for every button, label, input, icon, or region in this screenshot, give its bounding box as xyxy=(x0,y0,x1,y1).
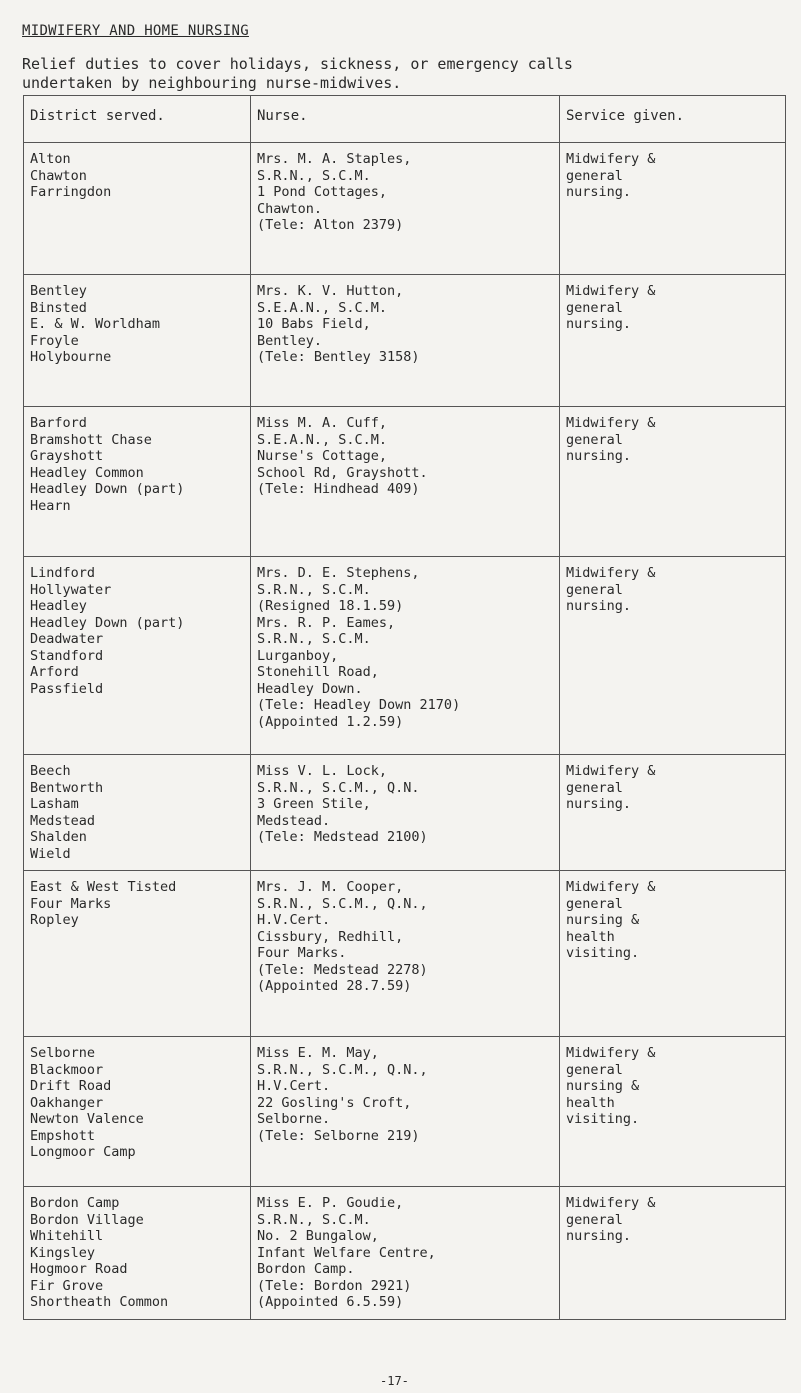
district-line: Fir Grove xyxy=(30,1277,104,1294)
nurse-line: (Tele: Bordon 2921) xyxy=(257,1277,412,1294)
service-line: general xyxy=(566,299,623,316)
district-line: Ropley xyxy=(30,912,79,928)
service-line: nursing & xyxy=(566,1078,640,1094)
nurse-cell xyxy=(251,1187,560,1320)
table-row xyxy=(24,557,786,755)
district-line: Bordon Village xyxy=(30,1211,144,1228)
district-line: Empshott xyxy=(30,1127,96,1144)
district-line: Bramshott Chase xyxy=(30,431,152,448)
service-line: Midwifery & xyxy=(566,565,656,581)
district-line: E. & W. Worldham xyxy=(30,316,161,332)
nurse-line: 22 Gosling's Croft, xyxy=(257,1094,412,1111)
service-line: nursing & xyxy=(566,912,640,928)
service-line: Midwifery & xyxy=(566,763,656,779)
nurse-cell xyxy=(251,557,560,755)
service-line: Midwifery & xyxy=(566,1195,656,1211)
district-line: Wield xyxy=(30,845,71,862)
district-line: Bentley xyxy=(30,283,87,299)
district-line: Alton xyxy=(30,151,71,167)
service-cell xyxy=(560,557,786,755)
district-line: Bentworth xyxy=(30,779,104,796)
service-line: health xyxy=(566,1094,615,1111)
nurse-line: 3 Green Stile, xyxy=(257,796,371,812)
district-cell xyxy=(24,1187,251,1320)
district-line: Hearn xyxy=(30,497,71,514)
table-row xyxy=(24,755,786,871)
nurse-line: S.E.A.N., S.C.M. xyxy=(257,431,388,448)
district-line: Hogmoor Road xyxy=(30,1261,128,1277)
service-cell xyxy=(560,407,786,557)
district-line: Barford xyxy=(30,415,87,431)
district-cell xyxy=(24,407,251,557)
nurse-line: (Tele: Selborne 219) xyxy=(257,1127,420,1144)
service-cell xyxy=(560,1187,786,1320)
nurse-line: Bordon Camp. xyxy=(257,1261,355,1277)
service-line: nursing. xyxy=(566,448,632,464)
service-line: general xyxy=(566,779,623,796)
service-line: visiting. xyxy=(566,945,640,961)
nurse-line: Headley Down. xyxy=(257,680,363,697)
nurse-line: S.R.N., S.C.M. xyxy=(257,631,371,647)
nurse-line: S.R.N., S.C.M., Q.N. xyxy=(257,779,420,796)
nurse-line: Mrs. J. M. Cooper, xyxy=(257,879,404,895)
nurse-line: Chawton. xyxy=(257,200,323,217)
service-line: nursing. xyxy=(566,184,632,200)
service-line: visiting. xyxy=(566,1111,640,1127)
service-line: Midwifery & xyxy=(566,879,656,895)
nurse-cell xyxy=(251,275,560,407)
nurse-line: (Tele: Headley Down 2170) xyxy=(257,697,461,713)
intro-line-1: Relief duties to cover holidays, sickness, or emergency calls xyxy=(22,55,573,73)
district-line: Blackmoor xyxy=(30,1061,104,1078)
district-cell xyxy=(24,143,251,275)
service-line: general xyxy=(566,167,623,184)
district-line: Shalden xyxy=(30,829,87,845)
nurse-line: Four Marks. xyxy=(257,945,347,961)
service-cell xyxy=(560,275,786,407)
service-cell xyxy=(560,143,786,275)
service-line: general xyxy=(566,431,623,448)
district-line: Arford xyxy=(30,664,79,680)
service-line: general xyxy=(566,1211,623,1228)
service-line: Midwifery & xyxy=(566,415,656,431)
service-line: nursing. xyxy=(566,316,632,332)
district-line: Holybourne xyxy=(30,349,112,365)
district-cell xyxy=(24,755,251,871)
nurse-line: H.V.Cert. xyxy=(257,1078,331,1094)
nurse-line: Mrs. M. A. Staples, xyxy=(257,151,412,167)
nurse-line: Stonehill Road, xyxy=(257,664,379,680)
intro-line-2: undertaken by neighbouring nurse-midwives. xyxy=(22,74,402,92)
nurse-line: Miss M. A. Cuff, xyxy=(257,415,388,431)
district-line: Medstead xyxy=(30,812,96,829)
district-line: Binsted xyxy=(30,299,87,316)
service-cell xyxy=(560,1037,786,1187)
nurse-line: (Tele: Alton 2379) xyxy=(257,217,404,233)
nurse-line: S.R.N., S.C.M., Q.N., xyxy=(257,895,428,912)
district-line: Headley Down (part) xyxy=(30,481,185,497)
nurse-cell xyxy=(251,871,560,1037)
table-row xyxy=(24,1037,786,1187)
table-row xyxy=(24,1187,786,1320)
district-line: Chawton xyxy=(30,167,87,184)
nurse-line: (Resigned 18.1.59) xyxy=(257,598,404,614)
table-row xyxy=(24,871,786,1037)
district-line: Newton Valence xyxy=(30,1111,144,1127)
service-line: Midwifery & xyxy=(566,283,656,299)
nurse-line: (Tele: Medstead 2278) xyxy=(257,961,428,978)
nurse-line: (Tele: Bentley 3158) xyxy=(257,349,420,365)
nurse-line: Lurganboy, xyxy=(257,647,339,664)
nurse-line: (Tele: Medstead 2100) xyxy=(257,829,428,845)
nurse-line: S.E.A.N., S.C.M. xyxy=(257,299,388,316)
district-line: Drift Road xyxy=(30,1078,112,1094)
intro-paragraph xyxy=(22,55,792,93)
page-number: -17- xyxy=(380,1374,409,1388)
district-line: Four Marks xyxy=(30,895,112,912)
nurse-line: Miss V. L. Lock, xyxy=(257,763,388,779)
district-line: Froyle xyxy=(30,332,79,349)
nurse-line: Miss E. P. Goudie, xyxy=(257,1195,404,1211)
relief-duties-table xyxy=(23,95,786,1320)
service-line: Midwifery & xyxy=(566,151,656,167)
nurse-line: (Tele: Hindhead 409) xyxy=(257,481,420,497)
district-line: Headley Down (part) xyxy=(30,614,185,631)
district-line: Lindford xyxy=(30,565,96,581)
header-nurse: Nurse. xyxy=(251,96,560,143)
header-district: District served. xyxy=(24,96,251,143)
service-line: health xyxy=(566,928,615,945)
nurse-line: S.R.N., S.C.M. xyxy=(257,581,371,598)
nurse-line: (Appointed 1.2.59) xyxy=(257,713,404,730)
nurse-cell xyxy=(251,755,560,871)
nurse-line: No. 2 Bungalow, xyxy=(257,1228,379,1244)
district-line: Grayshott xyxy=(30,448,104,464)
service-line: general xyxy=(566,1061,623,1078)
nurse-line: S.R.N., S.C.M., Q.N., xyxy=(257,1061,428,1078)
nurse-line: Nurse's Cottage, xyxy=(257,448,388,464)
district-line: Kingsley xyxy=(30,1244,96,1261)
district-line: Bordon Camp xyxy=(30,1195,120,1211)
district-cell xyxy=(24,557,251,755)
nurse-line: Mrs. K. V. Hutton, xyxy=(257,283,404,299)
district-line: Hollywater xyxy=(30,581,112,598)
district-line: Longmoor Camp xyxy=(30,1144,136,1160)
service-line: nursing. xyxy=(566,598,632,614)
nurse-cell xyxy=(251,407,560,557)
district-line: Headley xyxy=(30,598,87,614)
district-line: Passfield xyxy=(30,680,104,697)
service-line: Midwifery & xyxy=(566,1045,656,1061)
service-line: general xyxy=(566,895,623,912)
district-cell xyxy=(24,1037,251,1187)
district-line: Selborne xyxy=(30,1045,96,1061)
nurse-line: School Rd, Grayshott. xyxy=(257,464,428,481)
nurse-line: 1 Pond Cottages, xyxy=(257,184,388,200)
nurse-line: Miss E. M. May, xyxy=(257,1045,379,1061)
nurse-line: (Appointed 6.5.59) xyxy=(257,1294,404,1310)
nurse-line: (Appointed 28.7.59) xyxy=(257,978,412,994)
district-line: Whitehill xyxy=(30,1228,104,1244)
district-line: East & West Tisted xyxy=(30,879,177,895)
nurse-line: Bentley. xyxy=(257,332,323,349)
service-cell xyxy=(560,871,786,1037)
nurse-line: Mrs. R. P. Eames, xyxy=(257,614,396,631)
district-line: Oakhanger xyxy=(30,1094,104,1111)
nurse-line: Cissbury, Redhill, xyxy=(257,928,404,945)
nurse-line: Selborne. xyxy=(257,1111,331,1127)
nurse-line: S.R.N., S.C.M. xyxy=(257,1211,371,1228)
page-heading: MIDWIFERY AND HOME NURSING xyxy=(22,23,249,39)
nurse-line: H.V.Cert. xyxy=(257,912,331,928)
table-header-row xyxy=(24,96,786,143)
nurse-line: S.R.N., S.C.M. xyxy=(257,167,371,184)
nurse-cell xyxy=(251,1037,560,1187)
district-line: Shortheath Common xyxy=(30,1294,169,1310)
nurse-line: Infant Welfare Centre, xyxy=(257,1244,436,1261)
nurse-line: Mrs. D. E. Stephens, xyxy=(257,565,420,581)
nurse-cell xyxy=(251,143,560,275)
nurse-line: Medstead. xyxy=(257,812,331,829)
header-service: Service given. xyxy=(560,96,786,143)
table-row xyxy=(24,407,786,557)
service-line: nursing. xyxy=(566,1228,632,1244)
district-cell xyxy=(24,275,251,407)
district-line: Beech xyxy=(30,763,71,779)
district-cell xyxy=(24,871,251,1037)
service-line: nursing. xyxy=(566,796,632,812)
service-cell xyxy=(560,755,786,871)
district-line: Lasham xyxy=(30,796,79,812)
nurse-line: 10 Babs Field, xyxy=(257,316,371,332)
district-line: Headley Common xyxy=(30,464,144,481)
service-line: general xyxy=(566,581,623,598)
district-line: Standford xyxy=(30,647,104,664)
table-row xyxy=(24,143,786,275)
table-row xyxy=(24,275,786,407)
district-line: Farringdon xyxy=(30,184,112,200)
district-line: Deadwater xyxy=(30,631,104,647)
